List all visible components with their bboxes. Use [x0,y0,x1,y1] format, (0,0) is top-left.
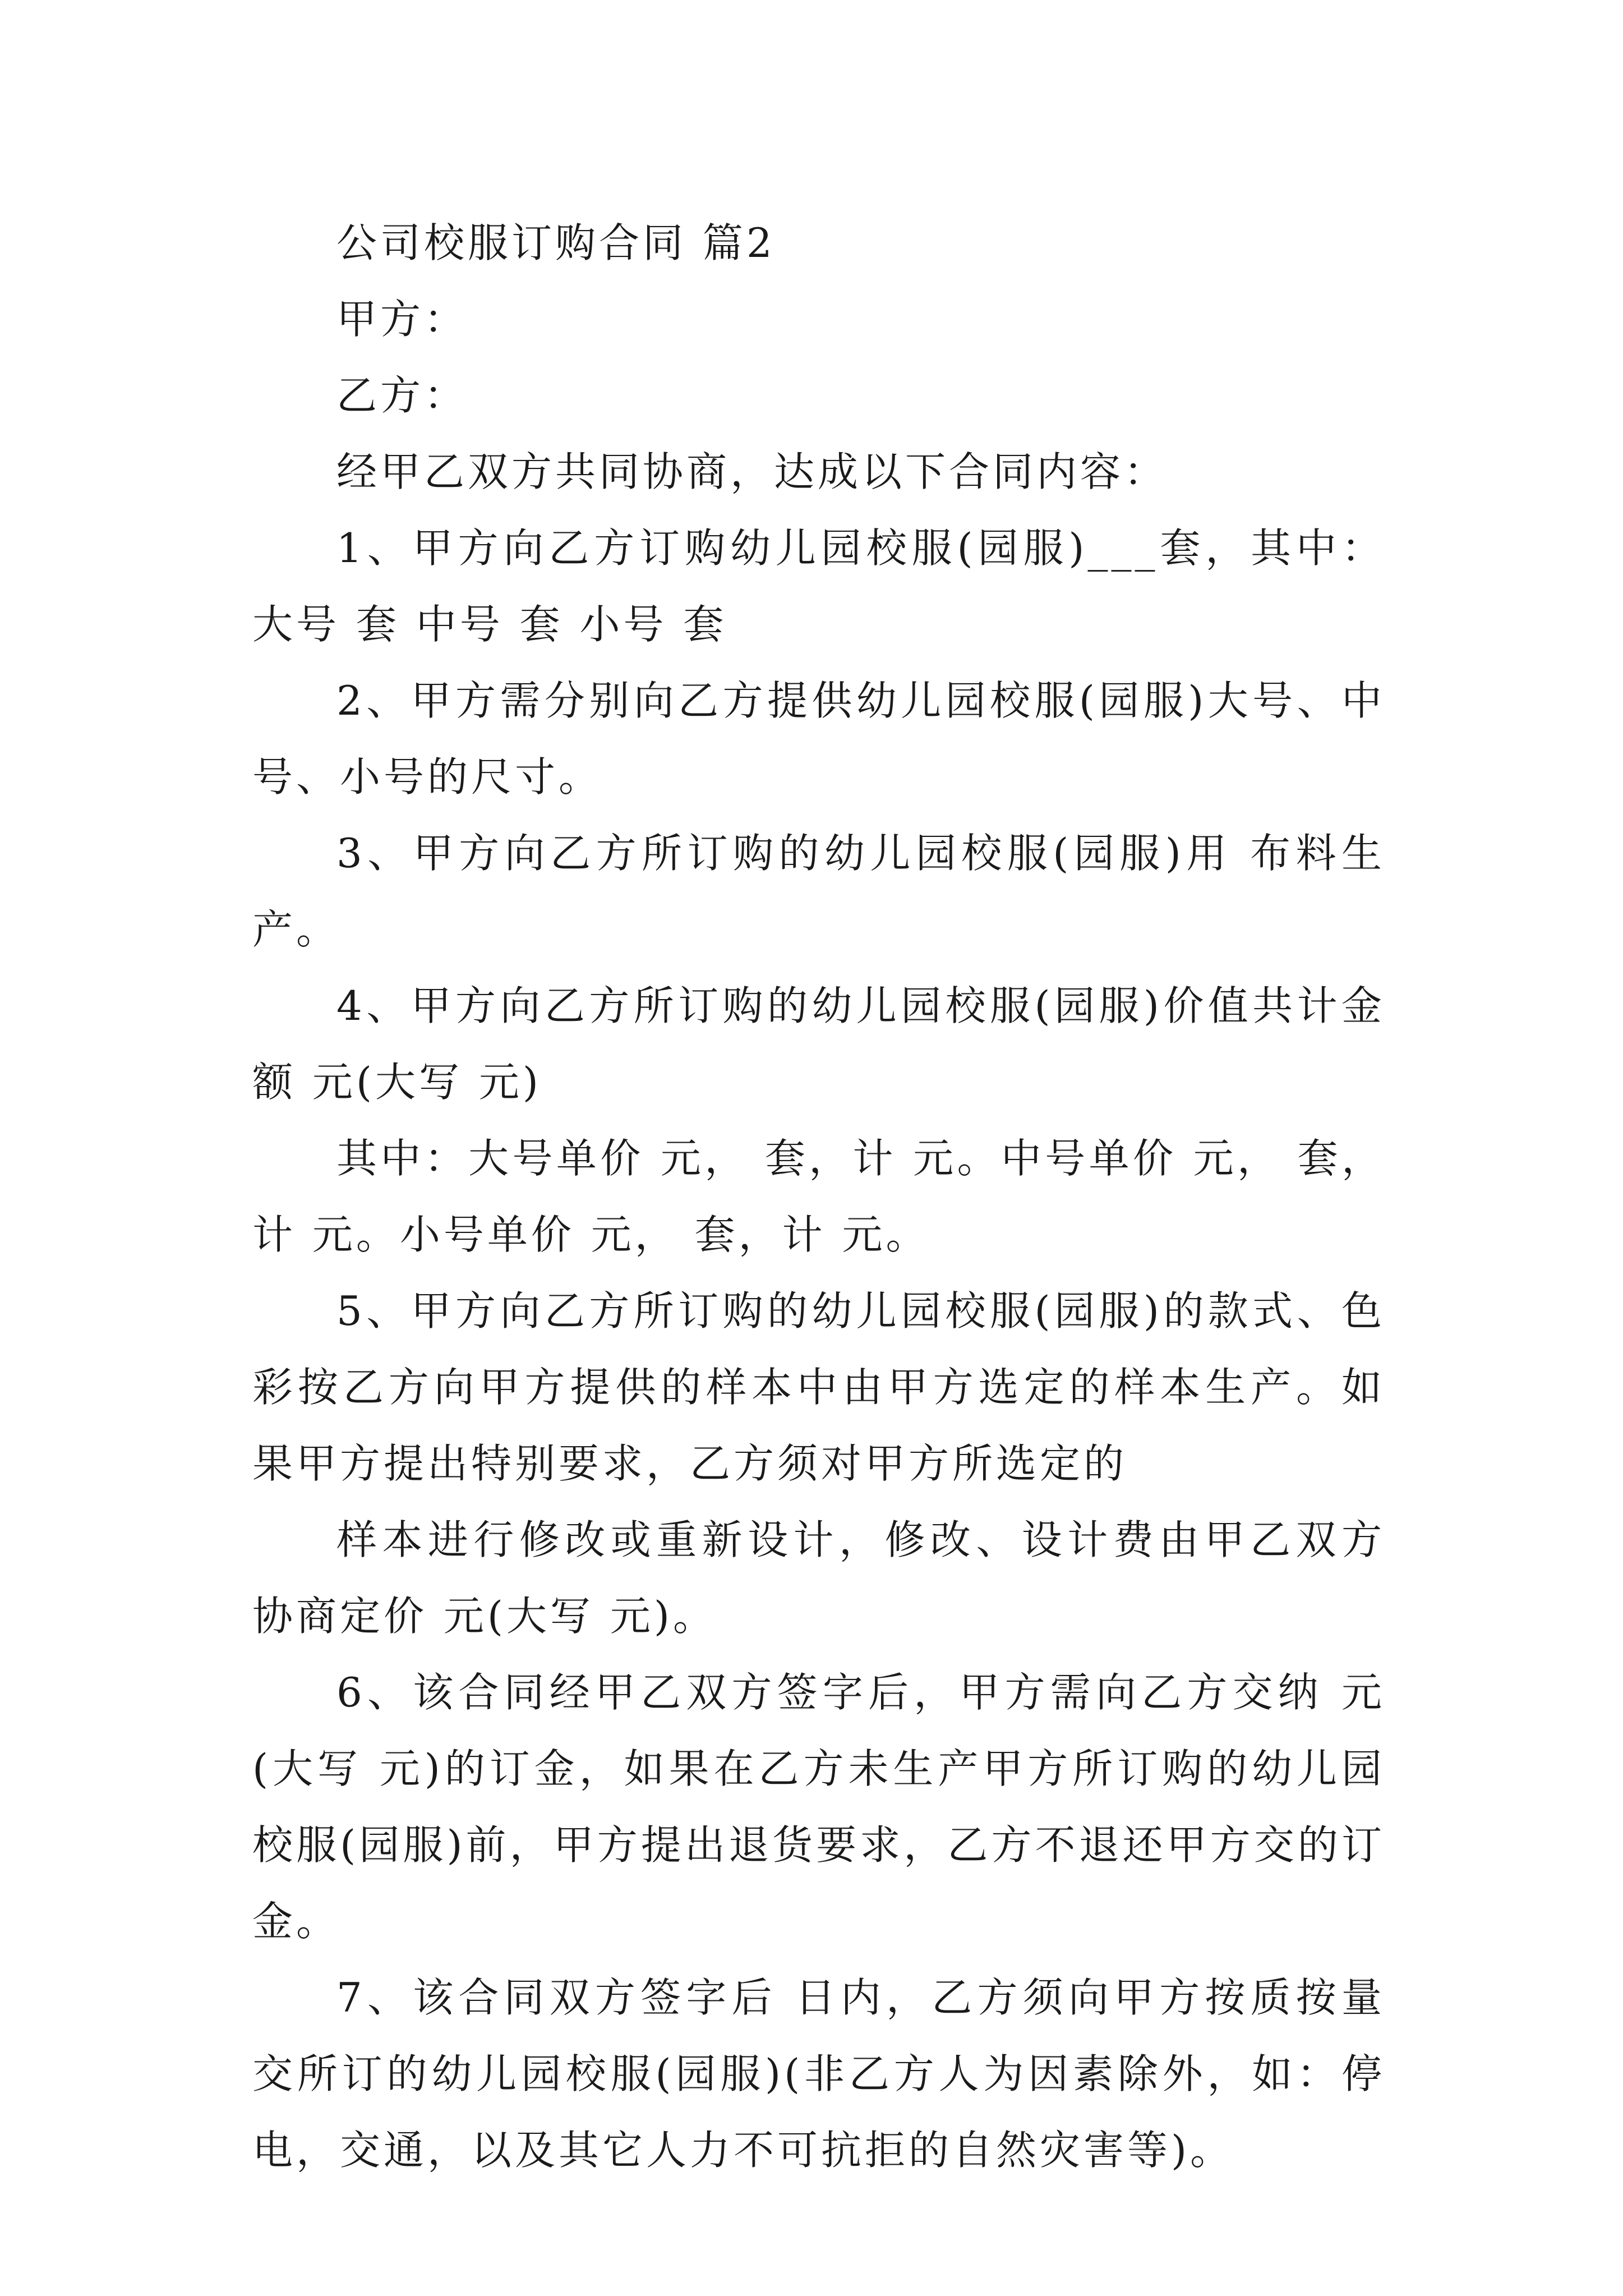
clause-2: 2、甲方需分别向乙方提供幼儿园校服(园服)大号、中号、小号的尺寸。 [252,677,1385,800]
clause-3: 3、甲方向乙方所订购的幼儿园校服(园服)用 布料生产。 [252,830,1385,953]
clause-7: 7、该合同双方签字后 日内，乙方须向甲方按质按量交所订的幼儿园校服(园服)(非乙方人为因素除外，如：停电，交通，以及其它人力不可抗拒的自然灾害等)。 [252,1974,1385,2174]
party-b-line: 乙方： [336,372,468,419]
clause-4: 4、甲方向乙方所订购的幼儿园校服(园服)价值共计金额 元(大写 元) [252,982,1385,1106]
clause-5-continued: 样本进行修改或重新设计，修改、设计费由甲乙双方协商定价 元(大写 元)。 [252,1516,1385,1640]
clause-6: 6、该合同经甲乙双方签字后，甲方需向乙方交纳 元(大写 元)的订金，如果在乙方未生产甲方所订购的幼儿园校服(园服)前，甲方提出退货要求，乙方不退还甲方交的订金。 [252,1669,1385,1945]
clause-1: 1、甲方向乙方订购幼儿园校服(园服)___套，其中：大号 套 中号 套 小号 套 [252,524,1385,648]
intro-paragraph: 经甲乙双方共同协商，达成以下合同内容： [336,448,1168,495]
contract-body [252,205,1385,2188]
document-title: 公司校服订购合同 篇2 [336,219,776,266]
clause-4-detail: 其中：大号单价 元， 套，计 元。中号单价 元， 套，计 元。小号单价 元， 套，计 元。 [252,1135,1385,1258]
clause-5: 5、甲方向乙方所订购的幼儿园校服(园服)的款式、色彩按乙方向甲方提供的样本中由甲方选定的样本生产。如果甲方提出特别要求，乙方须对甲方所选定的 [252,1287,1385,1487]
party-a-line: 甲方： [336,296,468,343]
